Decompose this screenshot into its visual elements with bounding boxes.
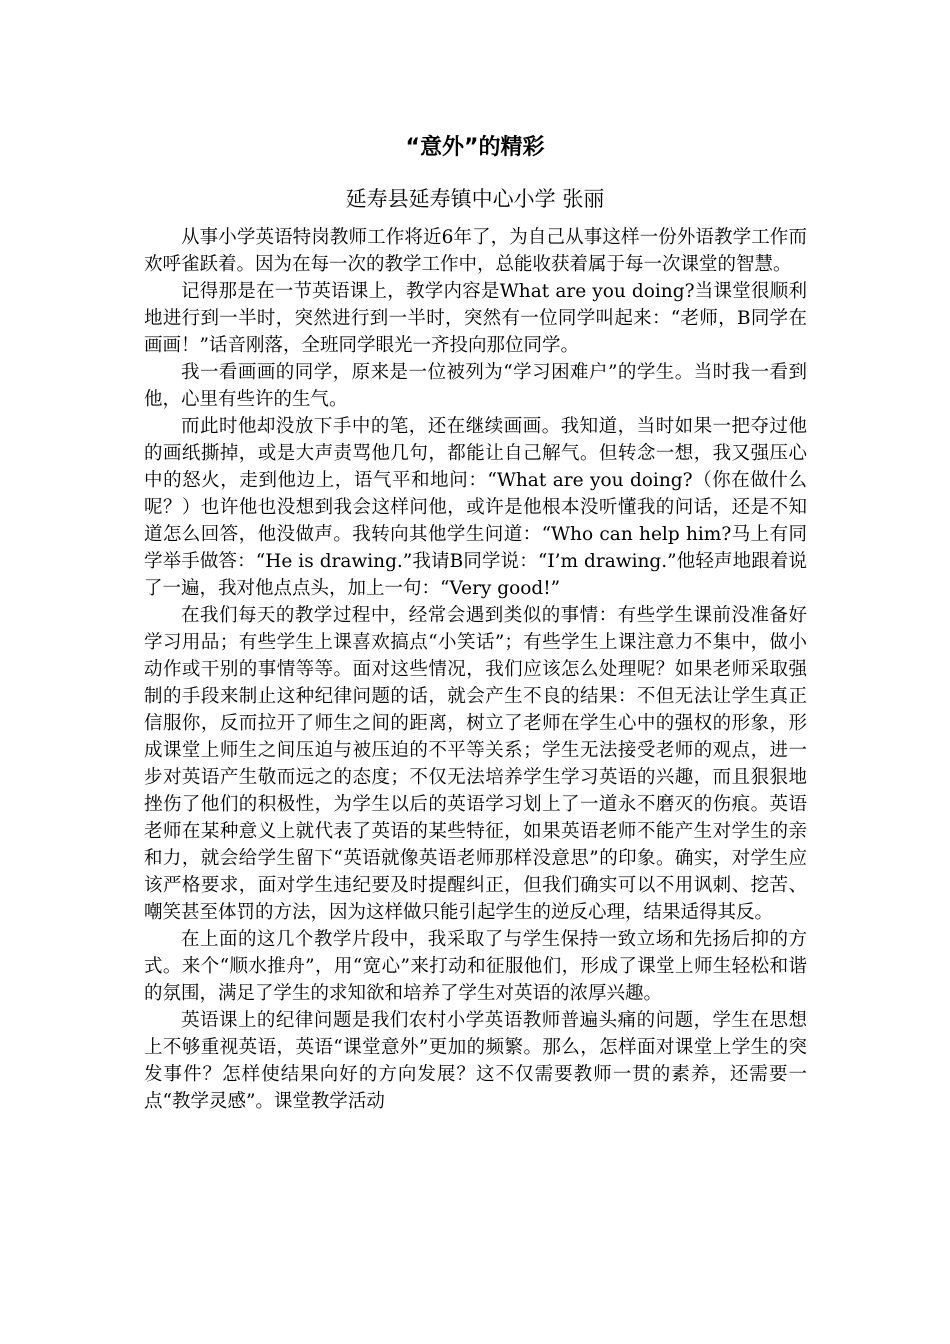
document-title: “意外”的精彩 — [405, 135, 545, 160]
paragraph: 我一看画画的同学，原来是一位被列为“学习困难户”的学生。当时我一看到他，心里有些许的生气。 — [144, 362, 807, 410]
paragraph: 从事小学英语特岗教师工作将近6年了，为自己从事这样一份外语教学工作而欢呼雀跃着。因为在每一次的教学工作中，总能收获着属于每一次课堂的智慧。 — [144, 227, 807, 275]
paragraph: 记得那是在一节英语课上，教学内容是What are you doing?当课堂很顺利地进行到一半时，突然进行到一半时，突然有一位同学叫起来：“老师，B同学在画画！”话音刚落，全班同学眼光一齐投向那位同学。 — [144, 281, 807, 356]
paragraph: 在我们每天的教学过程中，经常会遇到类似的事情：有些学生课前没准备好学习用品；有些学生上课喜欢搞点“小笑话”；有些学生上课注意力不集中，做小动作或干别的事情等等。面对这些情况，我们应该怎么处理呢？如果老师采取强制的手段来制止这种纪律问题的话，就会产生不良的结果：不但无法让学生真正信服你，反而拉开了师生之间的距离，树立了老师在学生心中的强权的形象，形成课堂上师生之间压迫与被压迫的不平等关系；学生无法接受老师的观点，进一步对英语产生敬而远之的态度；不仅无法培养学生学习英语的兴趣，而且狠狠地挫伤了他们的积极性，为学生以后的英语学习划上了一道永不磨灭的伤痕。英语老师在某种意义上就代表了英语的某些特征，如果英语老师不能产生对学生的亲和力，就会给学生留下“英语就像英语老师那样没意思”的印象。确实，对学生应该严格要求，面对学生违纪要及时提醒纠正，但我们确实可以不用讽刺、挖苦、嘲笑甚至体罚的方法，因为这样做只能引起学生的逆反心理，结果适得其反。 — [144, 605, 807, 923]
document-author: 延寿县延寿镇中心小学 张丽 — [345, 187, 605, 211]
paragraph: 英语课上的纪律问题是我们农村小学英语教师普遍头痛的问题，学生在思想上不够重视英语，英语“课堂意外”更加的频繁。那么，怎样面对课堂上学生的突发事件？怎样使结果向好的方向发展？这不仅需要教师一贯的素养，还需要一点“教学灵感”。课堂教学活动 — [144, 1010, 807, 1112]
paragraph: 在上面的这几个教学片段中，我采取了与学生保持一致立场和先扬后抑的方式。来个“顺水推舟”，用“宽心”来打动和征服他们，形成了课堂上师生轻松和谐的氛围，满足了学生的求知欲和培养了学生对英语的浓厚兴趣。 — [144, 929, 807, 1004]
paragraph: 而此时他却没放下手中的笔，还在继续画画。我知道，当时如果一把夺过他的画纸撕掉，或是大声责骂他几句，都能让自己解气。但转念一想，我又强压心中的怒火，走到他边上，语气平和地问：“What are you doing?（你在做什么呢？）也许他也没想到我会这样问他，或许是他根本没听懂我的问话，还是不知道怎么回答，他没做声。我转向其他学生问道：“Who can help him?马上有同学举手做答：“He is drawing.”我请B同学说：“I’m drawing.”他轻声地跟着说了一遍，我对他点点头，加上一句：“Very good!” — [144, 416, 807, 599]
document-body — [144, 224, 807, 1115]
